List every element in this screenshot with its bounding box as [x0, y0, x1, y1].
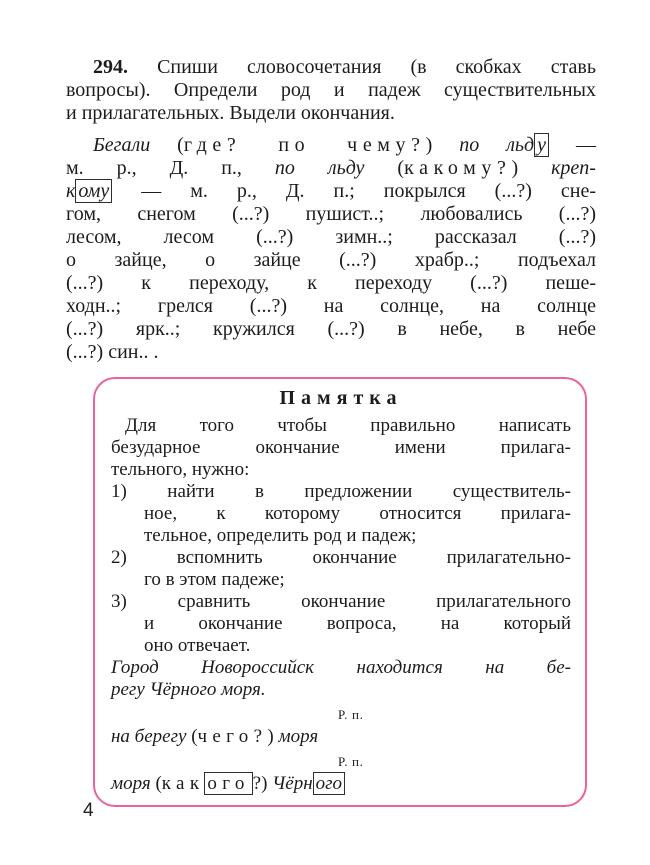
text-run: тельного, нужно:	[111, 459, 250, 480]
text-line	[66, 56, 596, 79]
exercise-294	[66, 56, 596, 364]
text-run: Спиши словосочетания (в скобках ставь	[157, 56, 596, 78]
text-line	[111, 415, 571, 437]
text-run: 2) вспомнить окончание прилагательно-	[111, 547, 571, 568]
text-line	[66, 157, 596, 180]
text-line	[111, 726, 571, 748]
text-line	[66, 203, 596, 226]
memo-box	[93, 377, 587, 807]
text-run: моря	[111, 773, 156, 794]
text-run: чего?	[197, 726, 268, 747]
text-line	[66, 79, 596, 102]
case-label	[111, 748, 571, 773]
text-line	[111, 503, 571, 525]
text-run: м. р., Д. п.,	[66, 157, 275, 179]
text-run: )	[267, 726, 279, 747]
exercise-instruction	[66, 56, 596, 125]
text-line	[66, 134, 596, 157]
text-line	[66, 102, 596, 125]
text-run: 3) сравнить окончание прилагательного	[111, 591, 571, 612]
text-run: лесом, лесом (...?) зимн..; рассказал (...?)	[66, 226, 596, 248]
text-run: ?)	[252, 773, 273, 794]
page-content	[66, 56, 596, 807]
text-run: (...?) к переходу, к переходу (...?) пеше-	[66, 272, 596, 294]
text-run: го в этом падеже;	[144, 569, 285, 590]
text-run: (...?) син.. .	[66, 341, 159, 363]
text-run: (	[177, 134, 184, 156]
text-run: Р. п.	[338, 754, 364, 769]
text-line	[111, 679, 571, 701]
text-run: по льду	[274, 157, 398, 179]
text-run: и прилагательных. Выдели окончания.	[66, 102, 395, 124]
text-line	[111, 547, 571, 569]
text-run: )	[511, 157, 552, 179]
text-run: ное, к которому относится прилага-	[144, 503, 571, 524]
text-run: креп-	[551, 157, 596, 179]
memo-example	[111, 657, 571, 701]
text-line	[111, 657, 571, 679]
text-run: 294.	[93, 56, 158, 78]
text-line	[111, 569, 571, 591]
ending-box: у	[534, 133, 549, 157]
text-run: (	[397, 157, 405, 179]
text-run: оно отвечает.	[144, 635, 251, 656]
text-run: ходн..; грелся (...?) на солнце, на солнце	[66, 295, 596, 317]
memo-title: Памятка	[279, 387, 403, 409]
text-run: где? по чему?	[183, 134, 426, 156]
text-run: тельное, определить род и падеж;	[144, 525, 417, 546]
text-line	[111, 437, 571, 459]
text-run: о зайце, о зайце (...?) храбр..; подъехал	[66, 249, 596, 271]
text-run: к	[66, 180, 76, 202]
text-run: Р. п.	[338, 707, 364, 722]
text-run: как	[161, 773, 205, 794]
text-run: Чёрн	[272, 773, 313, 794]
text-run: гом, снегом (...?) пушист..; любовались (...?)	[66, 203, 596, 225]
text-line	[66, 295, 596, 318]
text-run: 1) найти в предложении существитель-	[111, 481, 571, 502]
text-line	[66, 272, 596, 295]
exercise-body	[66, 134, 596, 364]
text-run: (...?) ярк..; кружился (...?) в небе, в небе	[66, 318, 596, 340]
text-line	[66, 341, 596, 364]
memo-case-analysis	[111, 701, 571, 795]
text-line	[111, 459, 571, 481]
text-line	[66, 180, 596, 203]
text-line	[66, 249, 596, 272]
text-line	[111, 591, 571, 613]
memo-list	[111, 481, 571, 657]
text-run: безударное окончание имени прилага-	[111, 437, 571, 458]
text-run: какому?	[404, 157, 512, 179]
text-run: вопросы). Определи род и падеж существительных	[66, 79, 596, 101]
case-label	[111, 701, 571, 726]
text-run: Город Новороссийск находится на бе-	[111, 657, 571, 678]
text-line	[66, 226, 596, 249]
ending-box: ого	[204, 772, 252, 795]
text-run: —	[549, 134, 596, 156]
page-number: 4	[83, 800, 94, 821]
text-run: и окончание вопроса, на который	[144, 613, 571, 634]
text-line	[111, 481, 571, 503]
text-run: регу Чёрного моря.	[111, 679, 266, 700]
text-line	[111, 613, 571, 635]
text-run: моря	[278, 726, 319, 747]
text-run: по льд	[459, 134, 535, 156]
text-run: Для того чтобы правильно написать	[125, 415, 571, 436]
text-run: (	[155, 773, 162, 794]
text-line	[111, 525, 571, 547]
text-run: )	[425, 134, 460, 156]
text-run: на берегу	[111, 726, 192, 747]
text-line	[111, 773, 571, 795]
text-line	[111, 635, 571, 657]
text-run: — м. р., Д. п.; покрылся (...?) сне-	[112, 180, 596, 202]
text-run: Бегали	[93, 134, 178, 156]
memo-intro	[111, 415, 571, 481]
text-run: (	[191, 726, 198, 747]
text-line	[66, 318, 596, 341]
ending-box: ого	[313, 772, 345, 795]
ending-box: ому	[75, 179, 112, 203]
